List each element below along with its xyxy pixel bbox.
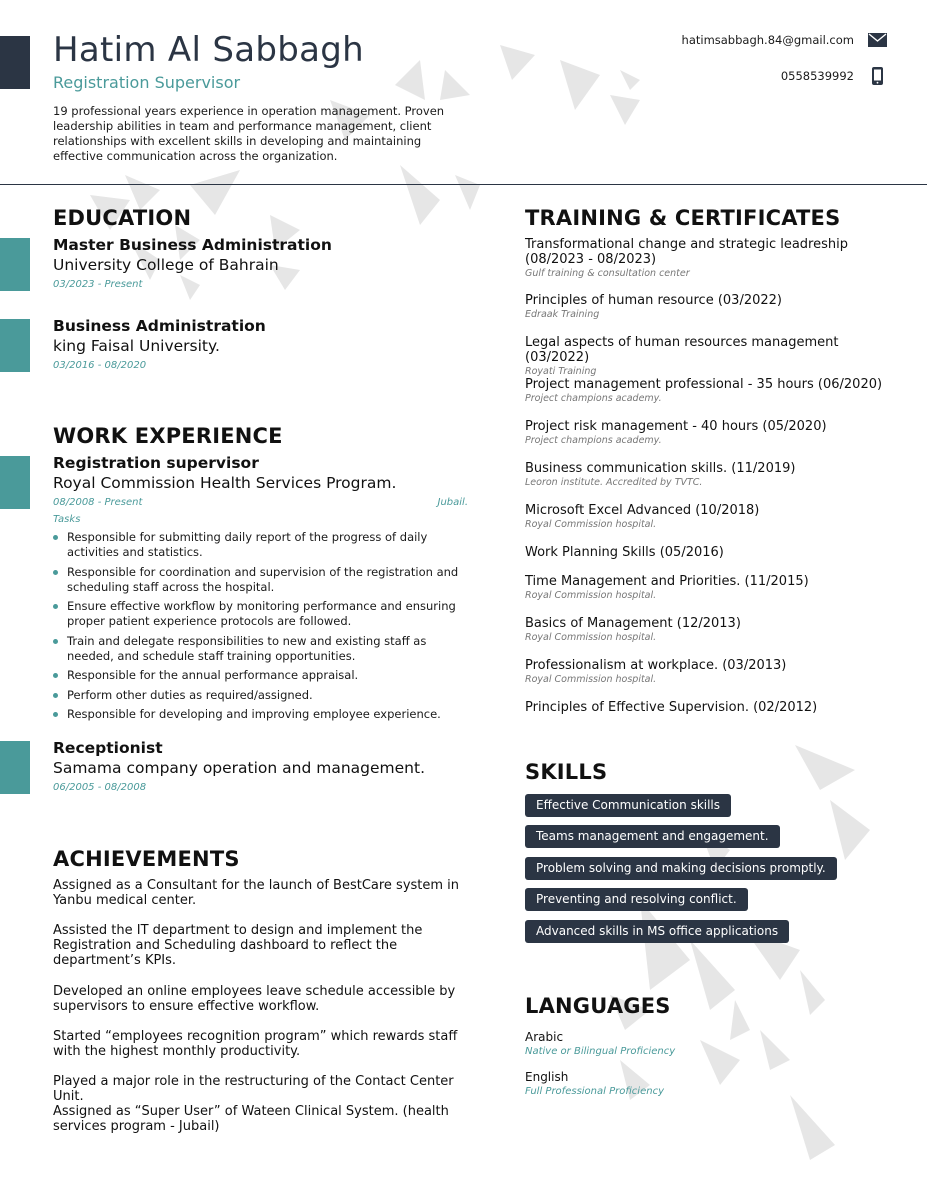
education-heading: EDUCATION [53, 206, 192, 230]
certificate-name: Microsoft Excel Advanced (10/2018) [525, 503, 760, 518]
language-name: English [525, 1070, 569, 1084]
certificate-item [525, 574, 895, 601]
language-level: Native or Bilingual Proficiency [525, 1046, 676, 1057]
envelope-icon [868, 32, 887, 48]
certificate-name: Time Management and Priorities. (11/2015) [525, 574, 809, 589]
education-school: king Faisal University. [53, 337, 220, 355]
skill-tag: Preventing and resolving conflict. [525, 888, 748, 911]
training-heading: TRAINING & CERTIFICATES [525, 206, 841, 230]
job-company: Samama company operation and management. [53, 759, 426, 777]
certificate-item [525, 700, 895, 715]
achievement-item: Started “employees recognition program” which rewards staff with the highest monthly productivity. [53, 1029, 458, 1059]
tasks-label: Tasks [53, 514, 81, 525]
skill-tag: Teams management and engagement. [525, 825, 780, 848]
certificate-issuer: Project champions academy. [525, 435, 662, 446]
task-item: Responsible for developing and improving employee experience. [53, 707, 473, 722]
work-marker [0, 741, 30, 794]
language-level: Full Professional Proficiency [525, 1086, 664, 1097]
certificate-issuer: Royal Commission hospital. [525, 674, 657, 685]
header-accent-bar [0, 36, 30, 89]
task-item: Responsible for the annual performance appraisal. [53, 668, 473, 683]
achievement-item: Assigned as a Consultant for the launch of BestCare system in Yanbu medical center. [53, 878, 460, 908]
job-location: Jubail. [437, 497, 468, 508]
certificate-issuer: Royal Commission hospital. [525, 590, 657, 601]
certificate-item [525, 335, 895, 377]
smartphone-icon [868, 68, 887, 84]
task-list [53, 530, 473, 727]
education-dates: 03/2023 - Present [53, 279, 143, 290]
education-marker [0, 238, 30, 291]
contact-email[interactable] [682, 32, 887, 48]
certificate-name: Project risk management - 40 hours (05/2020) [525, 419, 827, 434]
certificate-issuer: Royal Commission hospital. [525, 632, 657, 643]
work-experience-heading: WORK EXPERIENCE [53, 424, 283, 448]
certificate-issuer: Edraak Training [525, 309, 600, 320]
achievement-item: Developed an online employees leave schedule accessible by supervisors to ensure effective workflow. [53, 984, 456, 1014]
certificate-item [525, 658, 895, 685]
certificate-issuer: Leoron institute. Accredited by TVTC. [525, 477, 703, 488]
certificate-issuer: Gulf training & consultation center [525, 268, 690, 279]
language-name: Arabic [525, 1030, 564, 1044]
education-degree: Master Business Administration [53, 236, 332, 254]
task-item: Responsible for coordination and supervision of the registration and scheduling staff across the hospital. [53, 565, 473, 595]
certificate-item [525, 237, 895, 279]
phone-number[interactable]: 0558539992 [780, 69, 854, 83]
task-item: Train and delegate responsibilities to new and existing staff as needed, and schedule staff training opportunities. [53, 634, 473, 664]
header-divider [0, 184, 927, 185]
profile-summary: 19 professional years experience in operation management. Proven leadership abilities in team and performance management, client relationships with excellent skills in developing and maintaining effective communication across the organization. [53, 104, 445, 163]
certificate-item [525, 616, 895, 643]
task-item: Perform other duties as required/assigned. [53, 688, 473, 703]
skills-heading: SKILLS [525, 760, 608, 784]
achievement-item: Assigned as “Super User” of Wateen Clinical System. (health services program - Jubail) [53, 1104, 449, 1134]
certificate-item [525, 461, 895, 488]
certificate-name: Transformational change and strategic leadreship (08/2023 - 08/2023) [525, 237, 848, 267]
certificate-name: Business communication skills. (11/2019) [525, 461, 796, 476]
certificate-item [525, 503, 895, 530]
skill-tag: Effective Communication skills [525, 794, 731, 817]
certificate-issuer: Royati Training [525, 366, 597, 377]
task-item: Ensure effective workflow by monitoring performance and ensuring proper patient experience protocols are followed. [53, 599, 473, 629]
certificate-item [525, 293, 895, 320]
task-item: Responsible for submitting daily report of the progress of daily activities and statistics. [53, 530, 473, 560]
certificate-issuer: Royal Commission hospital. [525, 519, 657, 530]
certificate-item [525, 419, 895, 446]
candidate-name: Hatim Al Sabbagh [53, 30, 364, 70]
certificate-name: Principles of human resource (03/2022) [525, 293, 782, 308]
education-marker [0, 319, 30, 372]
education-degree: Business Administration [53, 317, 266, 335]
education-school: University College of Bahrain [53, 256, 279, 274]
job-position: Receptionist [53, 739, 163, 757]
certificate-item [525, 545, 895, 560]
education-dates: 03/2016 - 08/2020 [53, 360, 147, 371]
skill-tag: Advanced skills in MS office applications [525, 920, 789, 943]
certificate-name: Basics of Management (12/2013) [525, 616, 741, 631]
achievement-item: Assisted the IT department to design and implement the Registration and Scheduling dashboard to reflect the department’s KPIs. [53, 923, 423, 968]
certificate-issuer: Project champions academy. [525, 393, 662, 404]
certificate-item [525, 377, 895, 404]
job-dates: 08/2008 - Present [53, 497, 143, 508]
achievements-heading: ACHIEVEMENTS [53, 847, 240, 871]
job-dates: 06/2005 - 08/2008 [53, 782, 147, 793]
candidate-role: Registration Supervisor [53, 73, 241, 92]
certificate-name: Principles of Effective Supervision. (02/2012) [525, 700, 818, 715]
contact-phone[interactable] [781, 68, 887, 84]
work-marker [0, 456, 30, 509]
email-address[interactable]: hatimsabbagh.84@gmail.com [681, 33, 854, 47]
languages-heading: LANGUAGES [525, 994, 671, 1018]
certificate-name: Work Planning Skills (05/2016) [525, 545, 724, 560]
skill-tag: Problem solving and making decisions promptly. [525, 857, 837, 880]
certificate-name: Project management professional - 35 hours (06/2020) [525, 377, 883, 392]
job-position: Registration supervisor [53, 454, 259, 472]
certificate-name: Professionalism at workplace. (03/2013) [525, 658, 787, 673]
achievement-item: Played a major role in the restructuring of the Contact Center Unit. [53, 1074, 454, 1104]
certificate-name: Legal aspects of human resources management (03/2022) [525, 335, 839, 365]
job-company: Royal Commission Health Services Program. [53, 474, 397, 492]
